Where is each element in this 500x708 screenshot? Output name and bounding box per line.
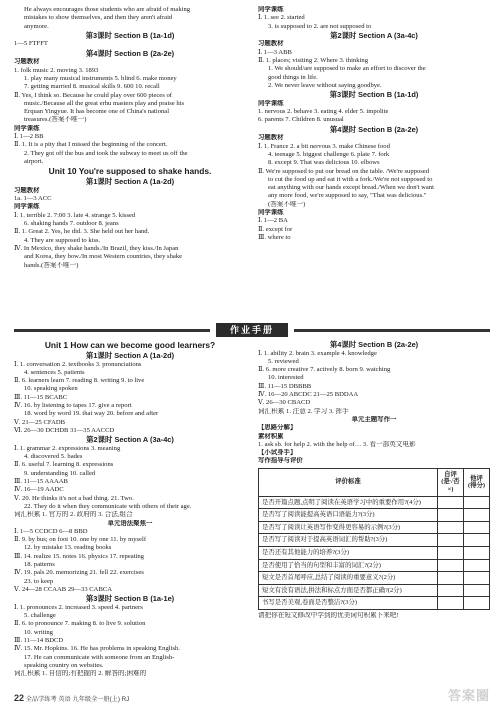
answer-line: Ⅰ. 1. see 2. started (258, 14, 305, 22)
answer-line: airport. (24, 157, 44, 165)
answer-line: Ⅰ. 1. France 2. a bit nervous 3. make Chinese food (258, 142, 390, 150)
eval-self-cell (438, 534, 464, 547)
banner-left-bar (14, 329, 210, 332)
answer-line: 18. patterns (24, 561, 55, 569)
evaluation-note: 请把你在短文修改中学到的优美词句积累下来吧! (258, 611, 399, 619)
footer-text: 全品学练考 英语 九年级全一册(上) RJ (25, 696, 130, 703)
answer-line: Ⅱ. 6. more creative 7. actively 8. born 9. watching (258, 366, 391, 374)
answer-line: 5. challenge (24, 612, 56, 620)
answer-line: 10. interested (268, 374, 304, 382)
answer-line: Ⅱ. Yes, I think so. Because he could play over 600 pieces of (14, 91, 172, 99)
answer-line: 1. play many musical instruments 5. blind 6. make money (24, 74, 177, 82)
eval-criterion: 是否开篇点题,点明了阅读在英语学习中的重要作用?(4分) (259, 496, 438, 509)
answer-line: 词汇积累 1. 官方的 2. 政府的 3. 合法,组合 (14, 511, 133, 519)
eval-criterion: 短文有没有语法,拼法和标点方面是否都正确?(2分) (259, 584, 438, 597)
answer-line: 1a. 1—3 ACC (14, 195, 52, 203)
answer-line: any more food, we're supposed to say, "That was delicious." (268, 192, 427, 200)
answer-line: 23. to keep (24, 577, 54, 585)
answer-line: Erquan Yingyue. It has become one of China's national (24, 108, 170, 116)
answer-line: 2. We never leave without saying goodbye. (268, 81, 382, 89)
answer-line: 4. discovered 5. bades (24, 453, 83, 461)
answer-line: treasures.(答案不唯一) (24, 116, 87, 124)
evaluation-row (259, 584, 490, 597)
section-label: 习题教材 (14, 186, 40, 194)
answer-line: Ⅴ. 26—30 CBACD (258, 399, 311, 407)
unit-heading: Unit 10 You're supposed to shake hands. (48, 166, 212, 177)
lesson-heading: 第3课时 Section B (1a-1d) (329, 90, 419, 100)
answer-line: Ⅱ. 1. places; visiting 2. Where 3. thinking (258, 57, 369, 65)
bottom-right-column (258, 340, 490, 620)
answer-line: 1. nervous 2. behave 3. eating 4. elder 5. impolite (258, 108, 389, 116)
answer-line: hands.(答案不唯一) (24, 261, 79, 269)
evaluation-row (259, 509, 490, 522)
eval-peer-cell (464, 496, 490, 509)
eval-peer-cell (464, 584, 490, 597)
answer-line: 词汇积累 1. 注意 2. 学习 3. 挥手 (258, 407, 349, 415)
lesson-heading: 第2课时 Section A (3a-4c) (330, 30, 418, 40)
answer-line: Ⅱ. 1. Great 2. Yes, he did. 3. She held out her hand. (14, 228, 150, 236)
eval-peer-cell (464, 509, 490, 522)
bottom-right-lines (258, 340, 490, 466)
answer-line: Ⅱ. 6. to pronounce 7. making 8. to live 9. solution (14, 620, 146, 628)
evaluation-row (259, 496, 490, 509)
answer-line: 6. shaking hands 7. outdoor 8. jeans (24, 220, 119, 228)
answer-line: Ⅳ. 16—19 AADC (14, 486, 64, 494)
unit-heading: Unit 1 How can we become good learners? (44, 340, 216, 350)
eval-criterion: 是否写了阅读对于提高英语词汇的帮助?(3分) (259, 534, 438, 547)
eval-self-cell (438, 597, 464, 610)
answer-line: Ⅳ. 16—20 ABCDC 21—25 BDDAA (258, 391, 359, 399)
eval-self-cell (438, 509, 464, 522)
answer-line: 12. by mistake 13. reading books (24, 544, 112, 552)
evaluation-row (259, 534, 490, 547)
lesson-heading: 第4课时 Section B (2a-2e) (329, 124, 419, 134)
answer-line: 4. sentences 5. patients (24, 368, 85, 376)
eval-peer-cell (464, 534, 490, 547)
answer-line: anymore. (24, 22, 49, 30)
section-label: 同学课练 (14, 124, 40, 132)
answer-line: Ⅳ. In Mexico, they shake hands./In Brazil, they kiss./In Japan (14, 244, 179, 252)
eval-self-cell (438, 496, 464, 509)
eval-criterion: 是否还有其他能力的培养?(3分) (259, 546, 438, 559)
answer-line: Ⅲ. 11—15 AAAAB (14, 478, 68, 486)
eval-peer-cell (464, 559, 490, 572)
answer-line: 4. teenage 5. biggest challenge 6. plate 7. fork (268, 150, 390, 158)
answer-line: Ⅴ. 20. He thinks it's not a bad thing. 21. Two. (14, 494, 134, 502)
answer-line: Ⅰ. 1. grammar 2. expressions 3. meaning (14, 444, 121, 452)
banner-title: 作业手册 (216, 323, 288, 337)
eval-header-peer: 他评(得分) (464, 468, 490, 496)
answer-line: Ⅴ. 24—28 CCAAB 29—33 CABCA (14, 585, 113, 593)
lesson-heading: 第4课时 Section B (2a-2e) (329, 340, 419, 349)
lesson-heading: 第3课时 Section B (1a-1d) (85, 30, 175, 40)
eval-criterion: 书写是否美观,卷面是否整洁?(3分) (259, 597, 438, 610)
section-label: 写作指导与评价 (258, 457, 303, 465)
answer-line: Ⅱ. except for (258, 225, 293, 233)
answer-line: Ⅱ. 1. It is a pity that I missed the beginning of the concert. (14, 141, 168, 149)
answer-line: 9. understanding 10. called (24, 469, 96, 477)
lesson-heading: 第2课时 Section A (3a-4c) (86, 435, 174, 445)
answer-line: Ⅱ. 9. by bus; on foot 10. one by one 11. by myself (14, 536, 147, 544)
eval-peer-cell (464, 597, 490, 610)
evaluation-row (259, 546, 490, 559)
answer-line: Ⅰ. 1—2 BB (14, 133, 44, 141)
eval-self-cell (438, 546, 464, 559)
answer-line: Ⅲ. 14. realize 15. notes 16. physics 17. repeating (14, 552, 144, 560)
section-label: 同学课练 (14, 203, 40, 211)
lesson-heading: 第4课时 Section B (2a-2e) (85, 48, 175, 58)
answer-line: Ⅱ. We're supposed to put our bread on the table. /We're supposed (258, 167, 430, 175)
eval-self-cell (438, 559, 464, 572)
answer-line: Ⅰ. 1. terrible 2. 7:00 3. late 4. strange 5. kissed (14, 211, 136, 219)
section-label: 习题教材 (258, 134, 284, 142)
eval-criterion: 是否使用了恰当的句型和丰富的词汇?(2分) (259, 559, 438, 572)
section-label: 习题教材 (14, 58, 40, 66)
answer-line: 17. He can communicate with someone from an English- (24, 653, 175, 661)
answer-line: Ⅱ. 6. learners learn 7. reading 8. writing 9. to live (14, 377, 145, 385)
answer-line: Ⅰ. 1. pronounces 2. increased 3. speed 4. partners (14, 603, 143, 611)
answer-line: 1—5 FTFFT (14, 40, 48, 48)
answer-line: 7. getting married 8. musical skills 9. 600 10. recall (24, 83, 160, 91)
answer-line: Ⅰ. 1. conversation 2. textbooks 3. pronunciations (14, 360, 142, 368)
answer-line: Ⅰ. 1—3 ABB (258, 48, 292, 56)
answer-line: 4. They are supposed to kiss. (24, 236, 101, 244)
evaluation-row (259, 572, 490, 585)
answer-line: 22. They do it when they communicate with others of their age. (24, 502, 192, 510)
lesson-heading: 第1课时 Section A (1a-2d) (85, 177, 175, 187)
answer-line: 1. We should/are supposed to make an effort to discover the (268, 65, 426, 73)
eval-self-cell (438, 584, 464, 597)
answer-line: Ⅳ. 19. pals 20. memorizing 21. fell 22. exercises (14, 569, 144, 577)
evaluation-row (259, 521, 490, 534)
section-label: 习题教材 (258, 40, 284, 48)
eval-criterion: 是否写了阅读让英语写作变得更容易的示例?(3分) (259, 521, 438, 534)
answer-line: Ⅰ. 1. ability 2. brain 3. example 4. knowledge (258, 349, 377, 357)
top-left-column (14, 6, 246, 270)
answer-line: 3. is supposed to 2. are not supposed to (268, 22, 372, 30)
eval-peer-cell (464, 521, 490, 534)
evaluation-row (259, 559, 490, 572)
section-banner (14, 323, 490, 337)
answer-line: 5. reviewed (268, 357, 299, 365)
answer-line: 1. ask sb. for help 2. with the help of… 3. 看一部英文电影 (258, 440, 416, 448)
section-label: 【小试身手】 (258, 449, 297, 457)
evaluation-header-row (259, 468, 490, 496)
section-label: 素材积累 (258, 432, 284, 440)
eval-peer-cell (464, 572, 490, 585)
answer-line: Ⅲ. 11—15 BCABC (14, 393, 68, 401)
section-label: 同学课练 (258, 6, 284, 13)
answer-line: Ⅲ. 11—15 DBBBB (258, 382, 312, 390)
section-label: 同学课练 (258, 99, 284, 107)
page-footer (14, 694, 129, 704)
evaluation-row (259, 597, 490, 610)
bottom-left-column (14, 340, 246, 678)
answer-line: to cut the food up and eat it with a fork./We're not supposed to (268, 175, 433, 183)
answer-line: eat anything with our hands except bread./When we don't want (268, 184, 434, 192)
eval-header-self: 自评(是√否×) (438, 468, 464, 496)
answer-line: 词汇积累 1. 自信的;有把握的 2. 解答的;困难的 (14, 670, 147, 678)
lesson-heading: 第1课时 Section A (1a-2d) (85, 351, 175, 360)
answer-line: Ⅵ. 26—30 DCHDB 31—35 AACCD (14, 426, 115, 434)
answer-line: (答案不唯一) (268, 200, 306, 208)
section-title: 单元语法聚焦一 (107, 519, 153, 527)
eval-peer-cell (464, 546, 490, 559)
answer-line: 2. They got off the bus and took the subway to meet us off the (24, 149, 188, 157)
answer-line: 10. speaking spoken (24, 385, 78, 393)
eval-self-cell (438, 572, 464, 585)
answer-line: He always encourages those students who are afraid of making (24, 6, 191, 13)
page-number: 22 (14, 693, 25, 703)
answer-line: Ⅲ. where to (258, 233, 291, 241)
eval-self-cell (438, 521, 464, 534)
answer-line: 8. except 9. That was delicious 10. elbows (268, 159, 380, 167)
answer-line: Ⅴ. 21—25 CFADB (14, 418, 65, 426)
answer-line: Ⅱ. 6. useful 7. learning 8. expressions (14, 461, 114, 469)
answer-line: and Korea, they bow./In most Western countries, they shake (24, 253, 183, 261)
eval-criterion: 是否写了阅读能提高英语口语能力?(3分) (259, 509, 438, 522)
answer-line: Ⅲ. 11—14 BDCD (14, 636, 64, 644)
evaluation-table (258, 468, 490, 610)
answer-line: 10. writing (24, 628, 53, 636)
eval-criterion: 短文是否首尾呼应,总结了阅读的重要意义?(2分) (259, 572, 438, 585)
answer-line: Ⅰ. 1—2 BA (258, 217, 288, 225)
answer-line: speaking country on websites. (24, 661, 104, 669)
answer-line: Ⅳ. 15. Mr. Hopkins. 16. He has problems in speaking English. (14, 645, 180, 653)
answer-line: 6. parents 7. Children 8. unusual (258, 116, 344, 124)
lesson-heading: 第3课时 Section B (1a-1e) (85, 594, 175, 604)
watermark-logo: 答案圈 (447, 687, 490, 703)
section-label: 【思路分解】 (258, 424, 297, 432)
section-title: 单元主题写作一 (351, 415, 397, 423)
answer-line: good things in life. (268, 73, 318, 81)
answer-line: 18. word by word 19. that way 20. before and after (24, 410, 159, 418)
answer-line: Ⅰ. 1—5 CCDCD 6—8 BBD (14, 527, 88, 535)
eval-header-criteria: 评价标准 (259, 468, 438, 496)
section-label: 同学课练 (258, 209, 284, 217)
answer-line: mistakes to show themselves, and then they aren't afraid (24, 14, 173, 22)
answer-line: 1. folk music 2. moving 3. 1893 (14, 66, 99, 74)
answer-line: Ⅳ. 16. by listening to tapes 17. give a report (14, 402, 132, 410)
answer-line: music./Because all the great erhu masters play and praise his (24, 99, 185, 107)
banner-right-bar (294, 329, 490, 332)
top-right-column (258, 6, 490, 242)
